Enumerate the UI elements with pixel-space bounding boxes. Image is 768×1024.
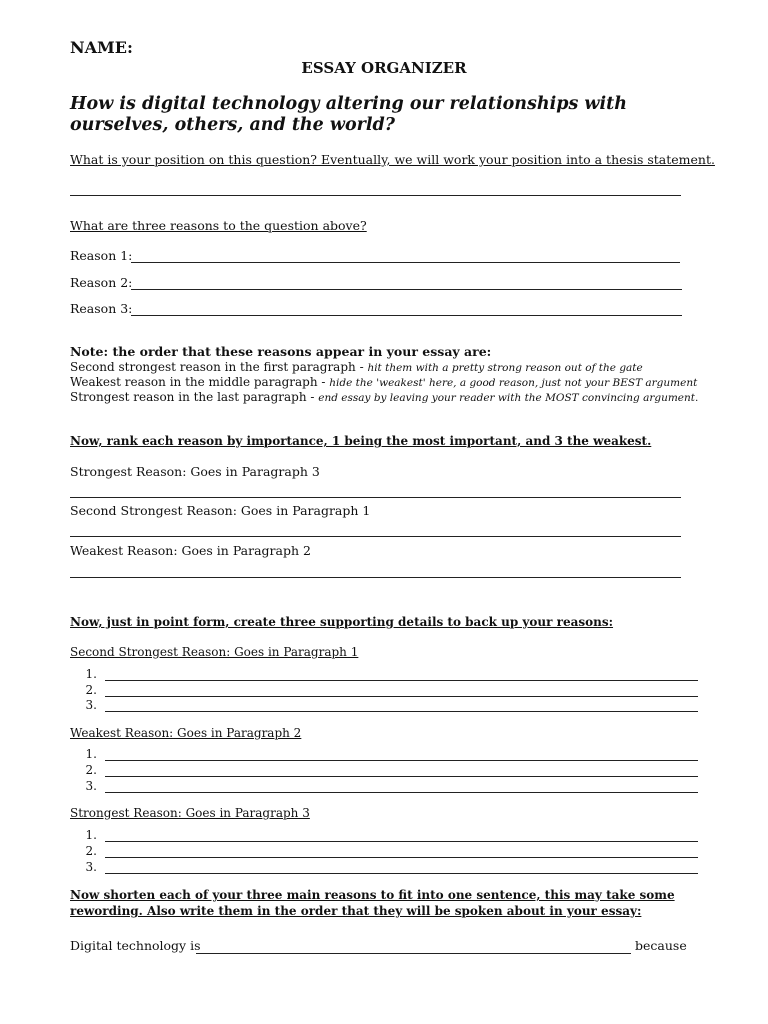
support-group-3-title: Strongest Reason: Goes in Paragraph 3 xyxy=(70,806,310,820)
note-heading: Note: the order that these reasons appear in your essay are: xyxy=(70,344,492,359)
position-prompt: What is your position on this question? Eventually, we will work your position into a thesis statement. xyxy=(70,152,715,167)
sentence-start: Digital technology is xyxy=(70,938,201,953)
position-answer-line[interactable] xyxy=(70,195,681,196)
note-line-1-text: Second strongest reason in the first paragraph - xyxy=(70,360,368,374)
note-line-2-text: Weakest reason in the middle paragraph - xyxy=(70,375,330,389)
support-group-2-number-3: 3. xyxy=(85,779,97,793)
support-group-3-number-1: 1. xyxy=(85,828,97,842)
note-line-2 xyxy=(70,375,697,389)
reason-1-label: Reason 1: xyxy=(70,248,133,263)
support-group-2-line-3[interactable] xyxy=(105,792,698,793)
support-group-2-number-1: 1. xyxy=(85,747,97,761)
reason-3-line[interactable] xyxy=(131,315,682,316)
support-group-2-number-2: 2. xyxy=(85,763,97,777)
support-group-2-line-1[interactable] xyxy=(105,760,698,761)
rank-weakest-line[interactable] xyxy=(70,577,681,578)
note-line-2-hint: hide the 'weakest' here, a good reason, just not your BEST argument xyxy=(329,377,698,389)
shorten-heading-line-1: Now shorten each of your three main reasons to fit into one sentence, this may take some xyxy=(70,888,675,902)
support-group-1-line-2[interactable] xyxy=(105,696,698,697)
support-group-3-line-3[interactable] xyxy=(105,873,698,874)
rank-second-strongest-line[interactable] xyxy=(70,536,681,537)
support-group-1-number-1: 1. xyxy=(85,667,97,681)
rank-item-strongest: Strongest Reason: Goes in Paragraph 3 xyxy=(70,464,320,479)
note-line-3-text: Strongest reason in the last paragraph - xyxy=(70,390,319,404)
page-title: ESSAY ORGANIZER xyxy=(301,59,467,77)
support-group-3-line-1[interactable] xyxy=(105,841,698,842)
support-group-1-number-3: 3. xyxy=(85,698,97,712)
rank-item-weakest: Weakest Reason: Goes in Paragraph 2 xyxy=(70,543,311,558)
reasons-prompt: What are three reasons to the question above? xyxy=(70,218,367,233)
support-group-3-line-2[interactable] xyxy=(105,857,698,858)
sentence-end: because xyxy=(635,938,687,953)
note-line-1-hint: hit them with a pretty strong reason out of the gate xyxy=(367,362,643,374)
support-group-3-number-3: 3. xyxy=(85,860,97,874)
note-line-3 xyxy=(70,390,698,404)
reason-2-label: Reason 2: xyxy=(70,275,133,290)
support-group-1-title: Second Strongest Reason: Goes in Paragraph 1 xyxy=(70,645,359,659)
shorten-heading-line-2: rewording. Also write them in the order that they will be spoken about in your essay: xyxy=(70,904,642,918)
reason-1-line[interactable] xyxy=(131,262,680,263)
reason-3-label: Reason 3: xyxy=(70,301,133,316)
note-line-1 xyxy=(70,360,643,374)
support-heading: Now, just in point form, create three supporting details to back up your reasons: xyxy=(70,615,614,629)
support-group-3-number-2: 2. xyxy=(85,844,97,858)
name-label: NAME: xyxy=(70,38,133,57)
support-group-1-line-1[interactable] xyxy=(105,680,698,681)
rank-heading: Now, rank each reason by importance, 1 being the most important, and 3 the weakest. xyxy=(70,434,652,448)
note-line-3-hint: end essay by leaving your reader with the MOST convincing argument. xyxy=(318,392,699,404)
support-group-2-line-2[interactable] xyxy=(105,776,698,777)
support-group-1-number-2: 2. xyxy=(85,683,97,697)
reason-2-line[interactable] xyxy=(131,289,682,290)
essay-question: How is digital technology altering our relationships with ourselves, others, and the world? xyxy=(70,94,627,135)
rank-item-second-strongest: Second Strongest Reason: Goes in Paragraph 1 xyxy=(70,503,371,518)
support-group-1-line-3[interactable] xyxy=(105,711,698,712)
sentence-answer-line[interactable] xyxy=(196,953,631,954)
support-group-2-title: Weakest Reason: Goes in Paragraph 2 xyxy=(70,726,302,740)
rank-strongest-line[interactable] xyxy=(70,497,681,498)
